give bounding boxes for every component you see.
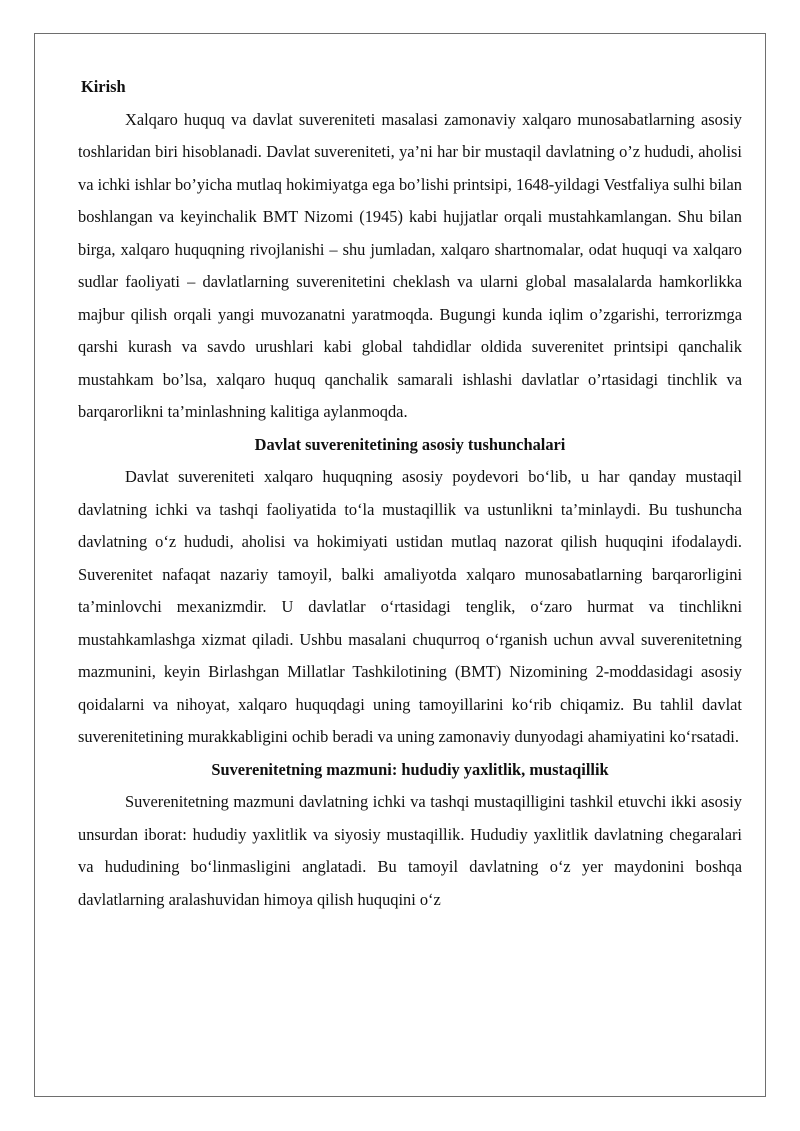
sovereignty-content-paragraph: Suverenitetning mazmuni davlatning ichki va tashqi mustaqilligini tashkil etuvchi ikki asosiy unsurdan iborat: hududiy yaxlitlik va siyosiy mustaqillik. Hududiy yaxlitlik davlatning chegaralari va hududining bo‘linmasligini anglatadi. Bu tamoyil davlatning o‘z yer maydonini boshqa davlatlarning aralashuvidan himoya qilish huquqini o‘z <box>78 792 742 909</box>
section-heading-sovereignty-content: Suverenitetning mazmuni: hududiy yaxlitlik, mustaqillik <box>211 759 609 779</box>
intro-heading: Kirish <box>81 77 126 96</box>
basic-concepts-paragraph: Davlat suvereniteti xalqaro huquqning asosiy poydevori bo‘lib, u har qanday mustaqil davlatning ichki va tashqi faoliyatida to‘la mustaqillik va ustunlikni ta’minlaydi. Bu tushuncha davlatning o‘z hududi, aholisi va hokimiyati ustidan mutlaq nazorat qilish huquqini ifodalaydi. Suverenitet nafaqat nazariy tamoyil, balki amaliyotda xalqaro munosabatlarning barqarorligini ta’minlovchi mexanizmdir. U davlatlar o‘rtasidagi tenglik, o‘zaro hurmat va tinchlikni mustahkamlashga xizmat qiladi. Ushbu masalani chuqurroq o‘rganish uchun avval suverenitetning mazmunini, keyin Birlashgan Millatlar Tashkilotining (BMT) Nizomining 2-moddasidagi asosiy qoidalarni va nihoyat, xalqaro huquqdagi uning tamoyillarini ko‘rib chiqamiz. Bu tahlil davlat suverenitetining murakkabligini ochib beradi va uning zamonaviy dunyodagi ahamiyatini ko‘rsatadi. <box>78 467 742 746</box>
section-heading-basic-concepts: Davlat suverenitetining asosiy tushunchalari <box>254 434 566 454</box>
document-body <box>78 71 742 916</box>
intro-paragraph: Xalqaro huquq va davlat suvereniteti masalasi zamonaviy xalqaro munosabatlarning asosiy toshlaridan biri hisoblanadi. Davlat suvereniteti, ya’ni har bir mustaqil davlatning o’z hududi, aholisi va ichki ishlar bo’yicha mutlaq hokimiyatga ega bo’lishi printsipi, 1648-yildagi Vestfaliya sulhi bilan boshlangan va keyinchalik BMT Nizomi (1945) kabi hujjatlar orqali mustahkamlangan. Shu bilan birga, xalqaro huquqning rivojlanishi – shu jumladan, xalqaro shartnomalar, odat huquqi va xalqaro sudlar faoliyati – davlatlarning suverenitetini cheklash va ularni global masalalarda hamkorlikka majbur qilish orqali yangi muvozanatni yaratmoqda. Bugungi kunda iqlim o’zgarishi, terrorizmga qarshi kurash va savdo urushlari kabi global tahdidlar oldida suverenitet printsipi qanchalik mustahkam bo’lsa, xalqaro huquq qanchalik samarali ishlashi davlatlar o’rtasidagi tinchlik va barqarorlikni ta’minlashning kalitiga aylanmoqda. <box>78 109 742 421</box>
